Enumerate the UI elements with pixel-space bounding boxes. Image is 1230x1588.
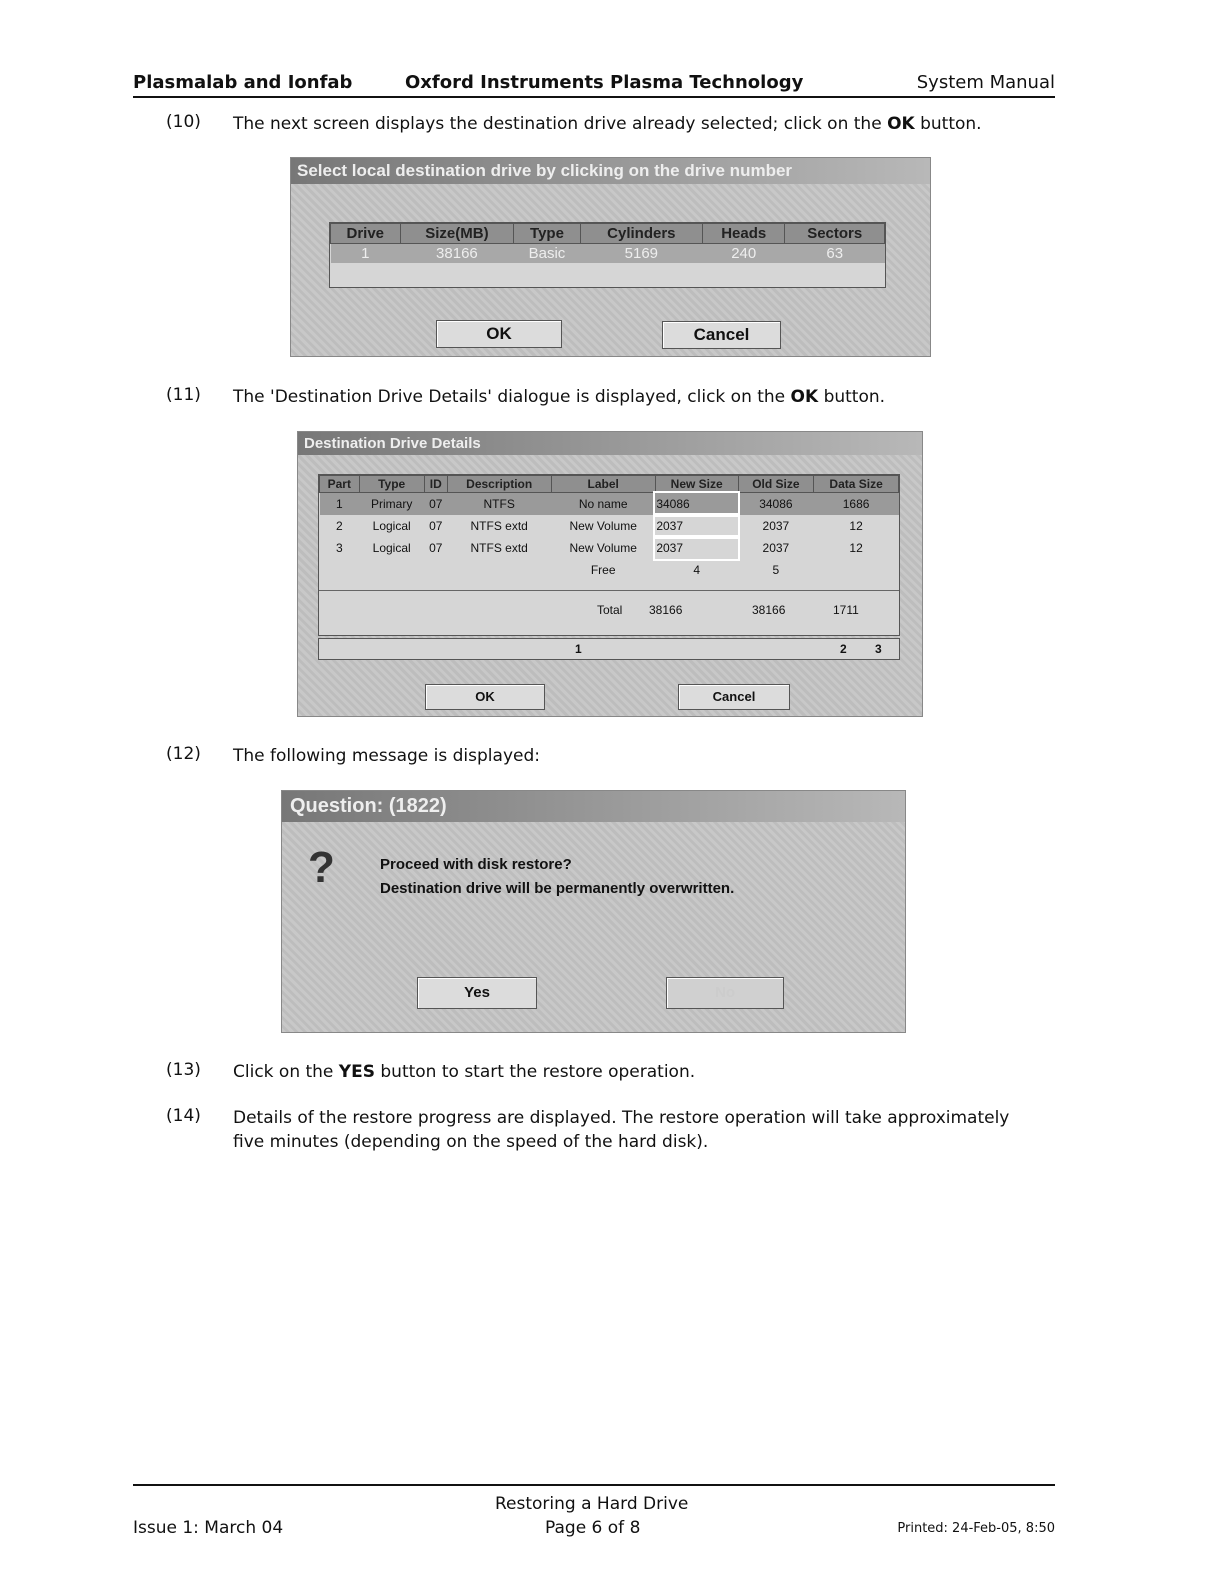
cell: 34086	[759, 496, 793, 511]
cell: No name	[578, 496, 628, 511]
bar-seg-2[interactable]: 2	[840, 642, 847, 656]
cell: NTFS extd	[470, 518, 528, 533]
cell: 63	[826, 245, 844, 262]
cell: NTFS	[483, 496, 515, 511]
cell: 07	[429, 496, 443, 511]
partition-bar[interactable]	[318, 638, 900, 660]
col-header: Part	[320, 476, 360, 493]
cancel-button[interactable]: Cancel	[678, 684, 790, 710]
cell: 2037	[762, 518, 790, 533]
dialog-title: Destination Drive Details	[298, 432, 922, 455]
step-number: (14)	[166, 1106, 201, 1126]
step-text: Details of the restore progress are displayed. The restore operation will take approximately five minutes (depending on the speed of the hard disk).	[233, 1108, 1010, 1152]
cell	[359, 559, 424, 581]
col-header: Type	[359, 476, 424, 493]
col-header: Cylinders	[580, 224, 702, 244]
bar-seg-3[interactable]: 3	[875, 642, 882, 656]
col-header: Size(MB)	[400, 224, 514, 244]
step-number: (12)	[166, 744, 201, 764]
dialog-title: Question: (1822)	[282, 791, 905, 822]
select-drive-dialog	[290, 157, 931, 357]
total-new-size: 38166	[649, 603, 683, 617]
cancel-button[interactable]: Cancel	[662, 321, 781, 349]
cell: New Volume	[569, 518, 637, 533]
step-text: Click on the	[233, 1062, 339, 1082]
step-bold: OK	[790, 387, 819, 407]
cell: Free	[590, 562, 616, 577]
yes-button[interactable]: Yes	[417, 977, 537, 1009]
step-number: (10)	[166, 112, 201, 132]
step-number: (11)	[166, 385, 201, 405]
table-row[interactable]	[320, 493, 899, 515]
cell: Logical	[372, 518, 411, 533]
total-label: Total	[597, 603, 623, 617]
cell	[320, 559, 360, 581]
table-row[interactable]	[331, 244, 885, 264]
col-header: Sectors	[785, 224, 885, 244]
cell[interactable]: 34086	[655, 493, 738, 515]
dialog-title: Select local destination drive by clicking on the drive number	[291, 158, 930, 184]
col-header: Data Size	[814, 476, 899, 493]
col-header: ID	[424, 476, 447, 493]
col-header: Heads	[703, 224, 785, 244]
table-row[interactable]	[320, 515, 899, 537]
step-bold: OK	[887, 114, 915, 134]
cell: 1	[335, 496, 343, 511]
cell: 5169	[624, 245, 659, 262]
step-text: The 'Destination Drive Details' dialogue is displayed, click on the	[233, 387, 791, 407]
cell: 240	[731, 245, 757, 262]
cell: Logical	[372, 540, 411, 555]
col-header: Type	[514, 224, 580, 244]
cell: 12	[849, 540, 863, 555]
cell: 3	[335, 540, 343, 555]
cell: Basic	[528, 245, 566, 262]
header-center: Oxford Instruments Plasma Technology	[405, 72, 804, 93]
message-line-1: Proceed with disk restore?	[380, 856, 572, 873]
footer-printed: Printed: 24-Feb-05, 8:50	[897, 1521, 1055, 1536]
step-number: (13)	[166, 1060, 201, 1080]
bar-seg-1[interactable]: 1	[575, 642, 582, 656]
page-header	[133, 70, 1055, 98]
col-header: Drive	[331, 224, 401, 244]
cell: 5	[772, 562, 780, 577]
step-bold: YES	[338, 1062, 375, 1082]
message-line-2: Destination drive will be permanently overwritten.	[380, 880, 735, 897]
header-right: System Manual	[916, 72, 1055, 93]
page-footer	[133, 1484, 1055, 1538]
step-text: The following message is displayed:	[233, 746, 540, 766]
question-icon: ?	[308, 843, 335, 892]
total-row	[319, 590, 899, 631]
drive-table	[329, 222, 886, 288]
cell: 12	[849, 518, 863, 533]
table-row[interactable]	[320, 559, 899, 581]
cell	[424, 559, 447, 581]
step-text: button.	[818, 387, 886, 407]
partition-table	[318, 474, 900, 636]
footer-title: Restoring a Hard Drive	[495, 1494, 689, 1514]
footer-issue: Issue 1: March 04	[133, 1518, 284, 1538]
col-header: Description	[447, 476, 551, 493]
no-button[interactable]: No	[666, 977, 784, 1009]
step-text: The next screen displays the destination drive already selected; click on the	[233, 114, 888, 134]
footer-page: Page 6 of 8	[545, 1518, 641, 1538]
cell: New Volume	[569, 540, 637, 555]
table-row[interactable]	[320, 537, 899, 559]
total-old-size: 38166	[752, 603, 786, 617]
cell: 07	[429, 518, 443, 533]
cell: 38166	[436, 245, 478, 262]
cell: 1686	[842, 496, 870, 511]
total-data-size: 1711	[833, 603, 859, 617]
cell: NTFS extd	[470, 540, 528, 555]
cell: 07	[429, 540, 443, 555]
ok-button[interactable]: OK	[425, 684, 545, 710]
cell: 2	[335, 518, 343, 533]
step-text: button.	[914, 114, 982, 134]
cell	[447, 559, 551, 581]
cell	[814, 559, 899, 581]
step-text: button to start the restore operation.	[374, 1062, 696, 1082]
cell[interactable]: 4	[693, 562, 701, 577]
col-header: New Size	[655, 476, 738, 493]
header-left: Plasmalab and Ionfab	[133, 72, 353, 93]
cell[interactable]: 2037	[655, 515, 738, 537]
col-header: Label	[551, 476, 655, 493]
col-header: Old Size	[738, 476, 814, 493]
destination-drive-details-dialog	[297, 431, 923, 717]
cell: Primary	[370, 496, 413, 511]
cell[interactable]: 1	[361, 245, 370, 262]
cell[interactable]: 2037	[655, 537, 738, 559]
cell: 2037	[762, 540, 790, 555]
ok-button[interactable]: OK	[436, 320, 562, 348]
question-dialog	[281, 790, 906, 1033]
